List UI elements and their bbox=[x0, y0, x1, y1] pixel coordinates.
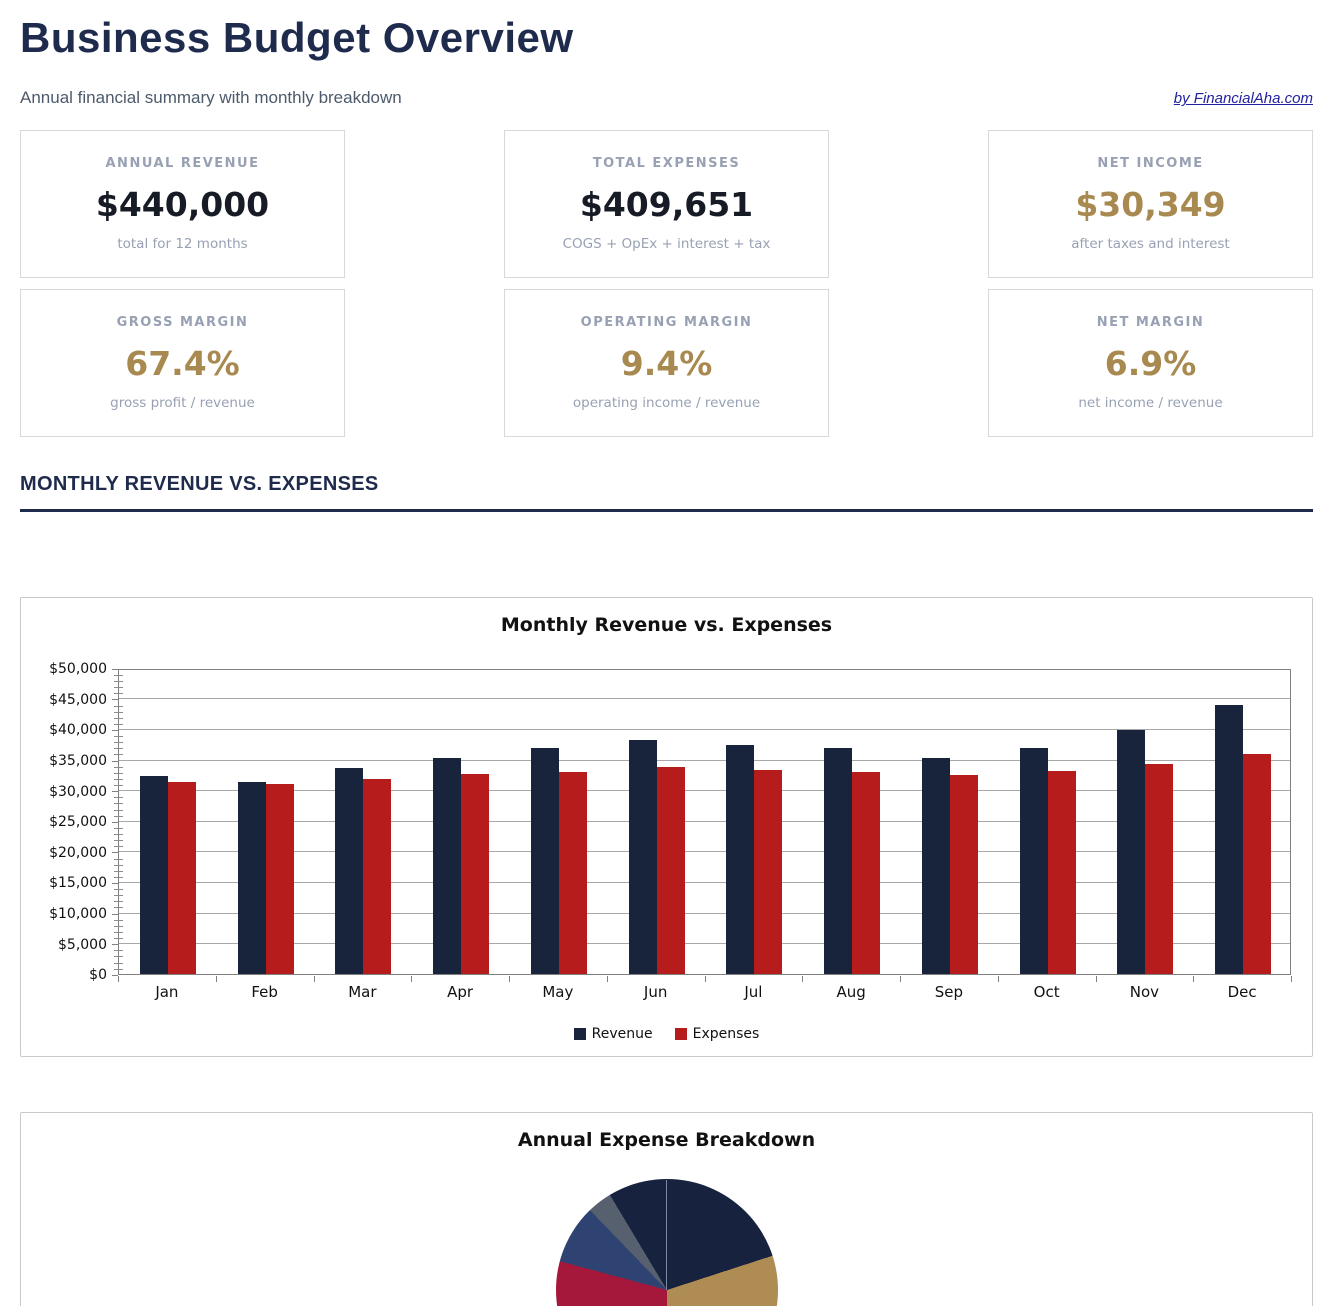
chart-legend bbox=[21, 1026, 1312, 1042]
kpi-value: $440,000 bbox=[95, 185, 270, 225]
kpi-card-net-margin bbox=[988, 289, 1313, 437]
revenue-legend-swatch-icon bbox=[574, 1028, 586, 1040]
gridline bbox=[119, 821, 1290, 822]
bar-chart-card bbox=[20, 597, 1313, 1057]
page-title: Business Budget Overview bbox=[20, 14, 574, 61]
bar-chart-title: Monthly Revenue vs. Expenses bbox=[500, 614, 833, 637]
y-axis-minor-tick bbox=[114, 828, 123, 829]
y-axis-minor-tick bbox=[114, 712, 123, 713]
subtitle-row bbox=[20, 88, 1313, 108]
y-axis-minor-tick bbox=[114, 907, 123, 908]
bar-revenue bbox=[824, 748, 852, 974]
kpi-label: OPERATING MARGIN bbox=[580, 315, 753, 331]
x-axis-tick bbox=[1096, 976, 1097, 982]
y-axis-minor-tick bbox=[114, 840, 123, 841]
y-axis-tick bbox=[112, 944, 118, 945]
kpi-subtext: net income / revenue bbox=[1078, 395, 1223, 412]
kpi-label: ANNUAL REVENUE bbox=[105, 156, 260, 172]
kpi-label: GROSS MARGIN bbox=[116, 315, 249, 331]
gridline bbox=[119, 729, 1290, 730]
kpi-label: NET INCOME bbox=[1097, 156, 1204, 172]
y-axis-tick bbox=[112, 852, 118, 853]
kpi-subtext: total for 12 months bbox=[117, 236, 248, 253]
gridline bbox=[119, 882, 1290, 883]
x-axis-tick-label: May bbox=[542, 983, 574, 1002]
pie-slice-divider-icon bbox=[666, 1180, 667, 1290]
y-axis-minor-tick bbox=[114, 810, 123, 811]
kpi-subtext: operating income / revenue bbox=[572, 395, 761, 412]
y-axis-minor-tick bbox=[114, 846, 123, 847]
kpi-subtext: COGS + OpEx + interest + tax bbox=[562, 236, 771, 253]
bar-revenue bbox=[922, 758, 950, 975]
bar-revenue bbox=[238, 782, 266, 975]
y-axis-minor-tick bbox=[114, 773, 123, 774]
gridline bbox=[119, 790, 1290, 791]
bar-expenses bbox=[754, 770, 782, 974]
y-axis-minor-tick bbox=[114, 718, 123, 719]
x-axis-tick-label: Feb bbox=[251, 983, 278, 1002]
bar-revenue bbox=[433, 758, 461, 975]
y-axis-minor-tick bbox=[114, 889, 123, 890]
y-axis-minor-tick bbox=[114, 926, 123, 927]
y-axis-minor-tick bbox=[114, 895, 123, 896]
x-axis-tick bbox=[509, 976, 510, 982]
x-axis-tick bbox=[607, 976, 608, 982]
x-axis-tick-label: Oct bbox=[1033, 983, 1060, 1002]
bar-revenue bbox=[1020, 748, 1048, 974]
y-axis-tick bbox=[112, 669, 118, 670]
y-axis-tick-label: $15,000 bbox=[49, 875, 107, 892]
y-axis-minor-tick bbox=[114, 816, 123, 817]
x-axis-tick-label: Aug bbox=[836, 983, 866, 1002]
y-axis-minor-tick bbox=[114, 803, 123, 804]
bar-expenses bbox=[852, 772, 880, 975]
bar-revenue bbox=[1117, 730, 1145, 975]
kpi-subtext: after taxes and interest bbox=[1071, 236, 1230, 253]
bar-expenses bbox=[950, 775, 978, 975]
kpi-value: $30,349 bbox=[1075, 185, 1226, 225]
y-axis-tick-label: $45,000 bbox=[49, 691, 107, 708]
bar-expenses bbox=[266, 784, 294, 974]
y-axis-minor-tick bbox=[114, 969, 123, 970]
y-axis-minor-tick bbox=[114, 724, 123, 725]
x-axis-tick-label: Mar bbox=[348, 983, 377, 1002]
y-axis-minor-tick bbox=[114, 736, 123, 737]
y-axis-minor-tick bbox=[114, 748, 123, 749]
x-axis-tick-label: Jul bbox=[744, 983, 763, 1002]
bar-revenue bbox=[140, 776, 168, 974]
x-axis-tick-label: Apr bbox=[447, 983, 474, 1002]
y-axis-minor-tick bbox=[114, 767, 123, 768]
y-axis-minor-tick bbox=[114, 950, 123, 951]
legend-item bbox=[574, 1026, 653, 1042]
bar-revenue bbox=[335, 768, 363, 974]
y-axis-minor-tick bbox=[114, 797, 123, 798]
bar-revenue bbox=[531, 748, 559, 974]
kpi-subtext: gross profit / revenue bbox=[110, 395, 255, 412]
bar-revenue bbox=[726, 745, 754, 974]
kpi-grid bbox=[20, 130, 1313, 437]
gridline bbox=[119, 943, 1290, 944]
x-axis-tick-label: Sep bbox=[934, 983, 964, 1002]
y-axis-minor-tick bbox=[114, 706, 123, 707]
y-axis-minor-tick bbox=[114, 956, 123, 957]
y-axis-tick bbox=[112, 883, 118, 884]
y-axis-minor-tick bbox=[114, 687, 123, 688]
page-subtitle: Annual financial summary with monthly breakdown bbox=[20, 88, 402, 108]
bar-expenses bbox=[657, 767, 685, 974]
gridline bbox=[119, 760, 1290, 761]
pie-chart-title: Annual Expense Breakdown bbox=[517, 1129, 816, 1152]
y-axis-tick-label: $5,000 bbox=[58, 936, 107, 953]
expenses-legend-swatch-icon bbox=[675, 1028, 687, 1040]
y-axis-minor-tick bbox=[114, 859, 123, 860]
y-axis-minor-tick bbox=[114, 877, 123, 878]
y-axis-minor-tick bbox=[114, 932, 123, 933]
y-axis-minor-tick bbox=[114, 779, 123, 780]
y-axis-minor-tick bbox=[114, 742, 123, 743]
y-axis-tick-label: $35,000 bbox=[49, 753, 107, 770]
x-axis-tick-label: Nov bbox=[1129, 983, 1160, 1002]
y-axis-minor-tick bbox=[114, 865, 123, 866]
kpi-card-annual-revenue bbox=[20, 130, 345, 278]
kpi-card-net-income bbox=[988, 130, 1313, 278]
pie-chart bbox=[556, 1179, 778, 1306]
y-axis-tick bbox=[112, 699, 118, 700]
kpi-value: 6.9% bbox=[1104, 344, 1197, 384]
bar-expenses bbox=[363, 779, 391, 974]
gridline bbox=[119, 913, 1290, 914]
gridline bbox=[119, 698, 1290, 699]
page bbox=[20, 14, 1313, 1306]
y-axis-tick-label: $10,000 bbox=[49, 906, 107, 923]
bar-revenue bbox=[1215, 705, 1243, 974]
section-title: MONTHLY REVENUE VS. EXPENSES bbox=[20, 473, 1313, 512]
x-axis-tick bbox=[411, 976, 412, 982]
x-axis-tick bbox=[705, 976, 706, 982]
x-axis-tick-label: Dec bbox=[1227, 983, 1257, 1002]
x-axis-tick bbox=[802, 976, 803, 982]
bar-expenses bbox=[1048, 771, 1076, 975]
kpi-value: 9.4% bbox=[620, 344, 713, 384]
y-axis-minor-tick bbox=[114, 871, 123, 872]
x-axis-tick bbox=[216, 976, 217, 982]
x-axis-tick bbox=[998, 976, 999, 982]
x-axis-tick-label: Jun bbox=[643, 983, 668, 1002]
y-axis-minor-tick bbox=[114, 834, 123, 835]
bar-revenue bbox=[629, 740, 657, 974]
bar-expenses bbox=[559, 772, 587, 975]
y-axis-tick bbox=[112, 822, 118, 823]
x-axis-tick bbox=[1291, 976, 1292, 982]
x-axis-tick bbox=[118, 976, 119, 982]
x-axis-tick bbox=[900, 976, 901, 982]
gridline bbox=[119, 851, 1290, 852]
y-axis-tick bbox=[112, 730, 118, 731]
x-axis-tick bbox=[1193, 976, 1194, 982]
y-axis-minor-tick bbox=[114, 681, 123, 682]
bar-chart-plot-area bbox=[118, 669, 1291, 975]
y-axis-minor-tick bbox=[114, 920, 123, 921]
credit-link[interactable]: by FinancialAha.com bbox=[1173, 90, 1313, 108]
y-axis-minor-tick bbox=[114, 938, 123, 939]
y-axis-tick-label: $50,000 bbox=[49, 661, 107, 678]
y-axis-tick bbox=[112, 791, 118, 792]
y-axis-minor-tick bbox=[114, 693, 123, 694]
y-axis-minor-tick bbox=[114, 675, 123, 676]
y-axis-tick-label: $40,000 bbox=[49, 722, 107, 739]
y-axis-tick-label: $0 bbox=[89, 967, 107, 984]
y-axis-minor-tick bbox=[114, 963, 123, 964]
kpi-card-gross-margin bbox=[20, 289, 345, 437]
y-axis-tick-label: $30,000 bbox=[49, 783, 107, 800]
pie-chart-card bbox=[20, 1112, 1313, 1306]
x-axis-tick-label: Jan bbox=[155, 983, 179, 1002]
bar-expenses bbox=[1145, 764, 1173, 974]
kpi-value: $409,651 bbox=[579, 185, 754, 225]
kpi-label: TOTAL EXPENSES bbox=[592, 156, 741, 172]
bar-expenses bbox=[461, 774, 489, 975]
kpi-card-operating-margin bbox=[504, 289, 829, 437]
bar-expenses bbox=[1243, 754, 1271, 974]
x-axis-tick bbox=[314, 976, 315, 982]
kpi-card-total-expenses bbox=[504, 130, 829, 278]
y-axis-minor-tick bbox=[114, 754, 123, 755]
legend-item bbox=[675, 1026, 760, 1042]
y-axis-minor-tick bbox=[114, 901, 123, 902]
y-axis-tick-label: $25,000 bbox=[49, 814, 107, 831]
y-axis-tick-label: $20,000 bbox=[49, 844, 107, 861]
y-axis-tick bbox=[112, 761, 118, 762]
bar-expenses bbox=[168, 782, 196, 975]
kpi-value: 67.4% bbox=[125, 344, 240, 384]
y-axis-tick bbox=[112, 914, 118, 915]
legend-label: Revenue bbox=[591, 1026, 653, 1043]
legend-label: Expenses bbox=[692, 1026, 760, 1043]
kpi-label: NET MARGIN bbox=[1096, 315, 1205, 331]
y-axis-minor-tick bbox=[114, 785, 123, 786]
